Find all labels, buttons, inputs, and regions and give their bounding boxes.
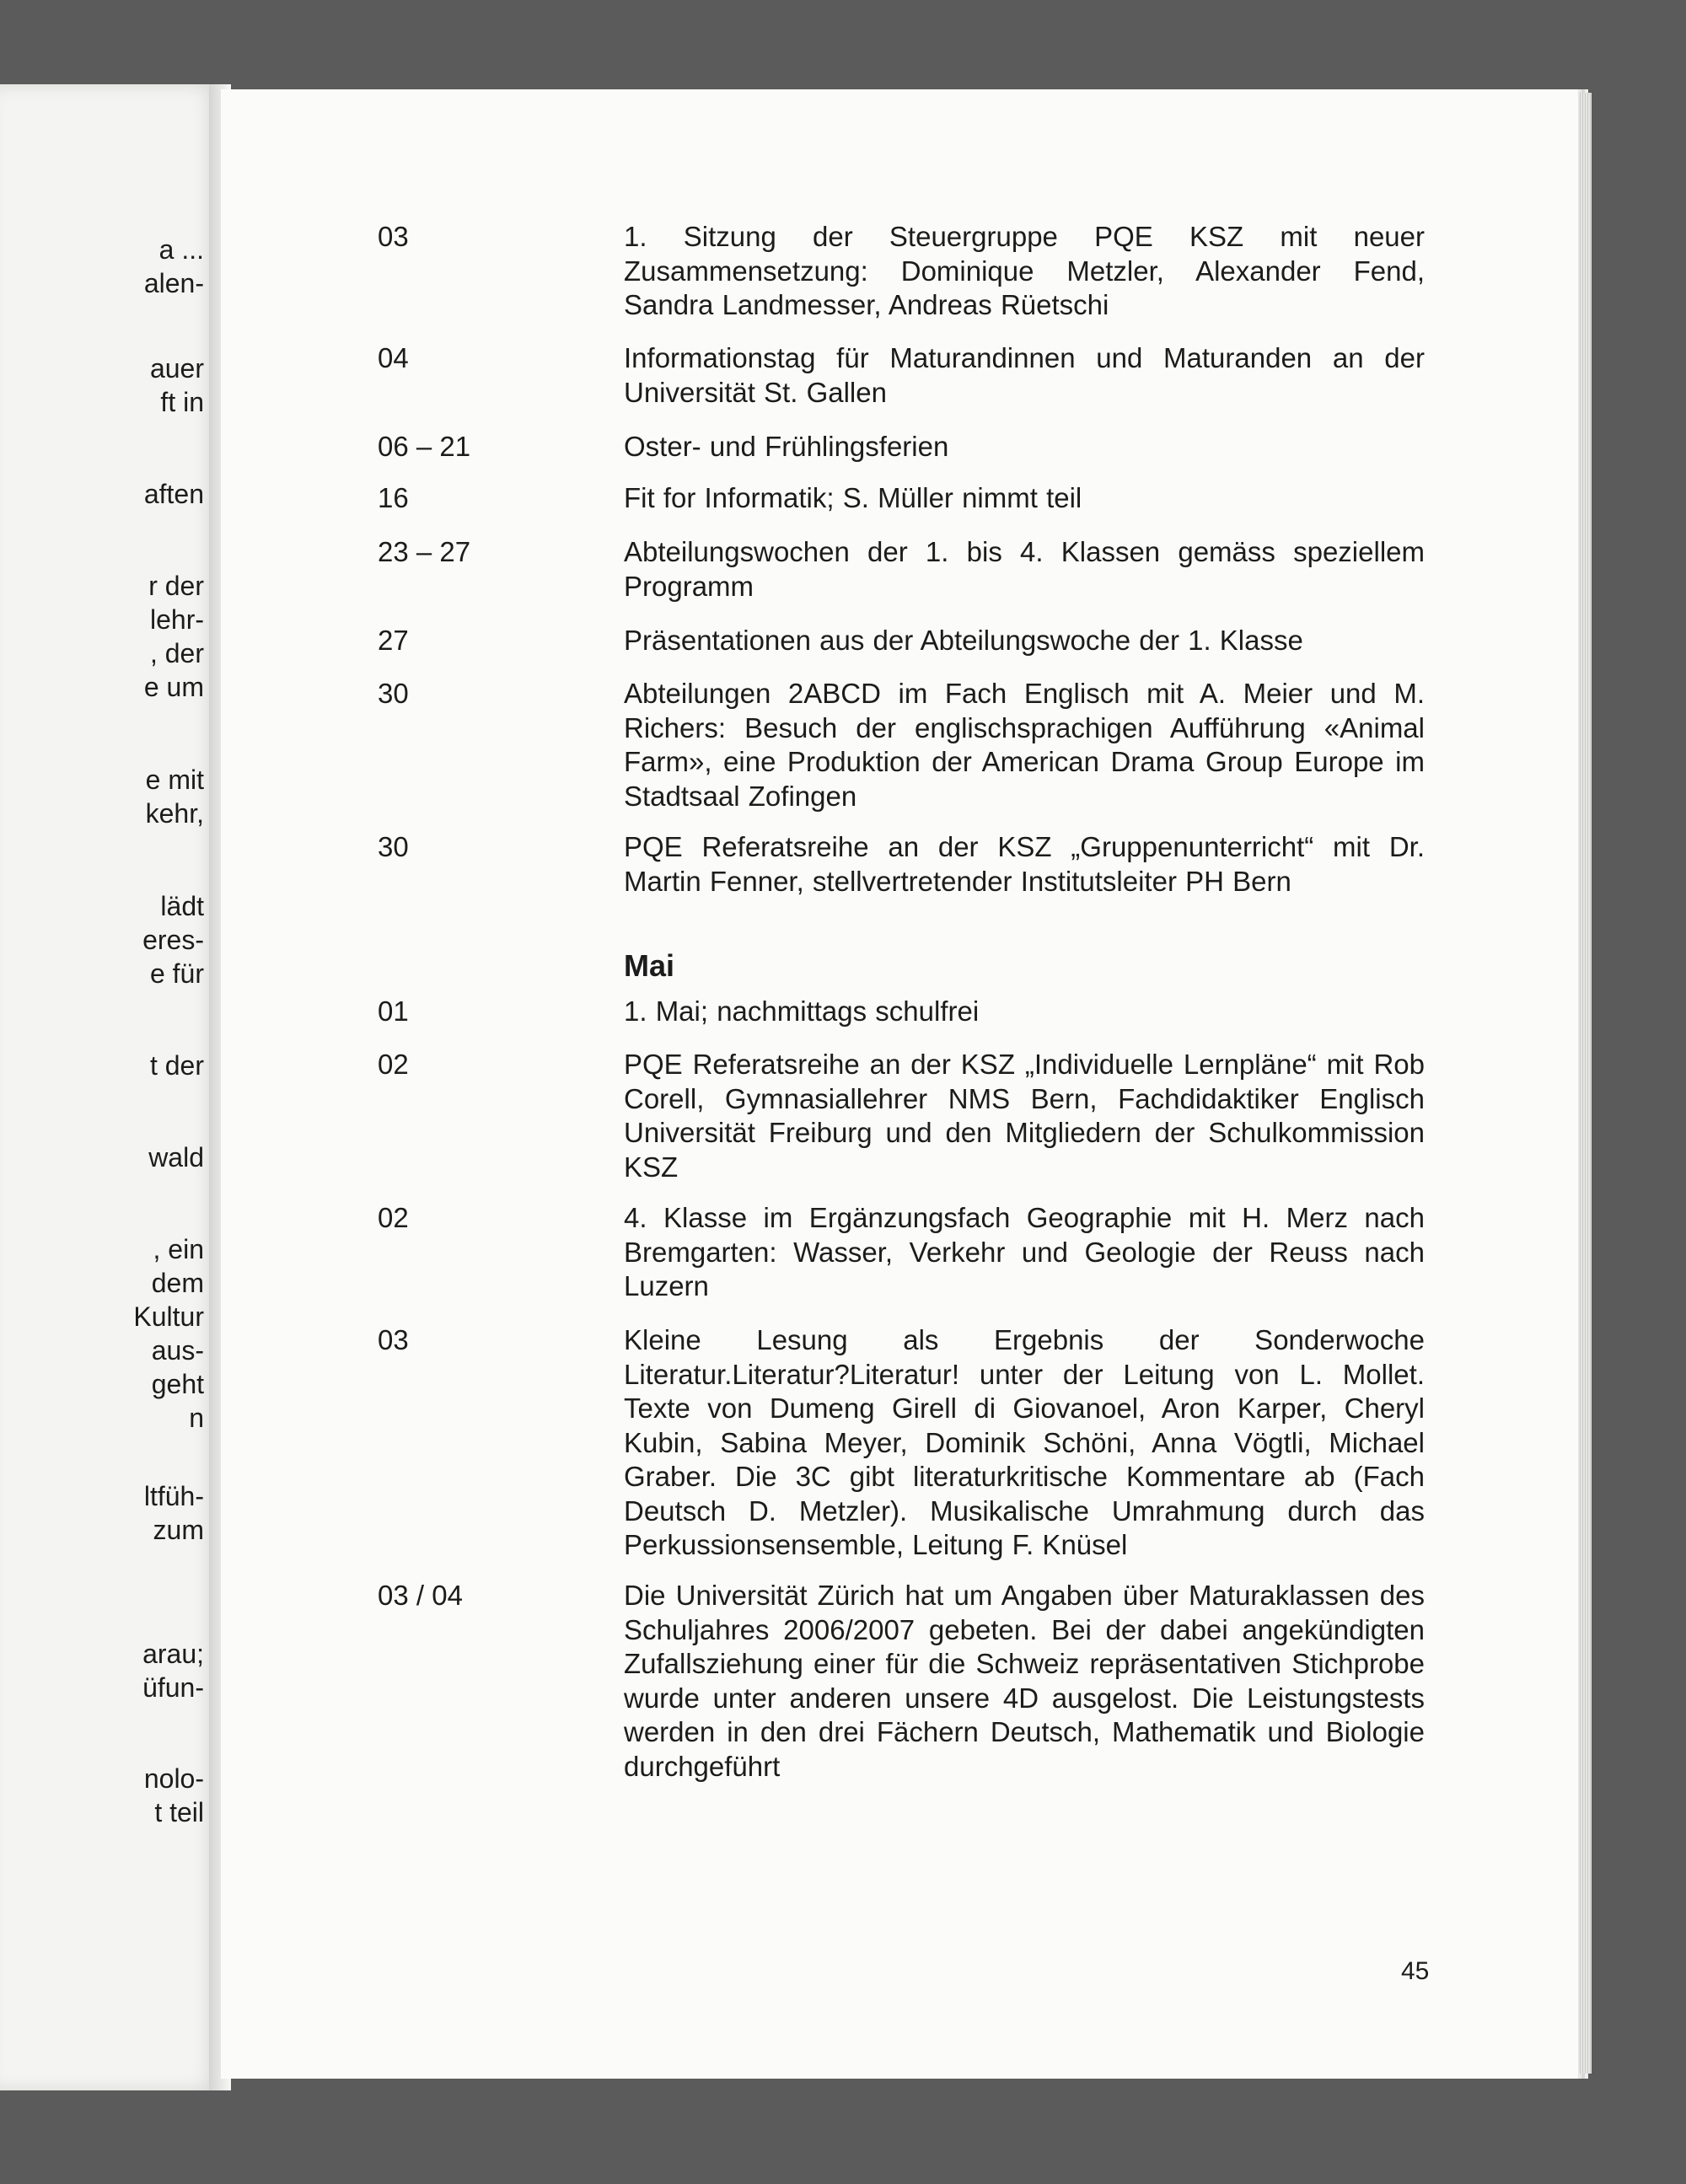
entry-date: 27 [378,625,409,656]
entry-date: 30 [378,678,409,709]
left-text-fragment: , der [149,638,204,668]
page-stack-edge [1578,93,1592,2074]
left-text-fragment: alen- [143,268,204,298]
page-number: 45 [1401,1957,1430,1985]
left-text-fragment: aus- [151,1335,204,1366]
left-text-fragment: dem [151,1268,204,1298]
left-text-fragment: eres- [142,925,204,955]
left-text-fragment: arau; [142,1639,204,1669]
calendar-entry [378,220,1425,323]
left-page [0,84,221,2090]
entry-date: 06 – 21 [378,431,471,462]
calendar-entry [378,535,1425,604]
left-text-fragment: ft in [160,387,204,417]
calendar-entry [378,1323,1425,1563]
left-text-fragment: geht [151,1369,204,1399]
left-text-fragment: n [189,1403,204,1433]
entry-text: Präsentationen aus der Abteilungswoche der 1. Klasse [624,625,1303,656]
entry-text: Die Universität Zürich hat um Angaben über Maturaklassen des Schuljahres 2006/2007 gebeten. Bei der dabei angekündigten Zufallsziehung einer für die Schweiz repräsentativen Stichprobe wurde unter anderen unsere 4D ausgelost. Die Leistungstests werden in den drei Fächern Deutsch, Mathematik und Biologie durchgeführt [624,1580,1425,1782]
entry-date: 03 [378,1324,409,1355]
entry-text: Abteilungswochen der 1. bis 4. Klassen gemäss speziellem Programm [624,536,1425,602]
entry-text: Abteilungen 2ABCD im Fach Englisch mit A. Meier und M. Richers: Besuch der englischsprachigen Aufführung «Animal Farm», eine Produktion der American Drama Group Europe im Stadtsaal Zofingen [624,678,1425,812]
month-heading: Mai [624,948,675,983]
left-text-fragment: wald [148,1142,204,1172]
entry-date: 16 [378,482,409,513]
entry-date: 03 / 04 [378,1580,463,1611]
left-text-fragment: a ... [158,234,204,265]
calendar-entry [378,830,1425,899]
left-text-fragment: kehr, [145,798,204,829]
left-text-fragment: üfun- [142,1672,204,1703]
calendar-entry [378,624,1425,658]
calendar-entry [378,1048,1425,1184]
calendar-entry [378,995,1425,1029]
entry-text: Oster- und Frühlingsferien [624,431,949,462]
left-text-fragment: e um [143,672,204,702]
left-text-fragment: e mit [145,765,204,795]
left-text-fragment: nolo- [143,1763,204,1794]
left-text-fragment: t der [149,1050,204,1081]
entry-date: 02 [378,1202,409,1233]
left-text-fragment: zum [153,1515,204,1545]
entry-date: 30 [378,831,409,862]
entry-text: 4. Klasse im Ergänzungsfach Geographie mit H. Merz nach Bremgarten: Wasser, Verkehr und Geologie der Reuss nach Luzern [624,1202,1425,1301]
calendar-entry [378,677,1425,813]
entry-text: 1. Sitzung der Steuergruppe PQE KSZ mit neuer Zusammensetzung: Dominique Metzler, Alexander Fend, Sandra Landmesser, Andreas Rüetschi [624,221,1425,320]
entry-date: 23 – 27 [378,536,471,567]
entry-text: Kleine Lesung als Ergebnis der Sonderwoche Literatur.Literatur?Literatur! unter der Leitung von L. Mollet. Texte von Dumeng Girell di Giovanoel, Aron Karper, Cheryl Kubin, Sabina Meyer, Dominik Schöni, Anna Vögtli, Michael Graber. Die 3C gibt literaturkritische Kommentare ab (Fach Deutsch D. Metzler). Musikalische Umrahmung durch das Perkussionsensemble, Leitung F. Knüsel [624,1324,1425,1560]
entry-text: Fit for Informatik; S. Müller nimmt teil [624,482,1082,513]
left-text-fragment: auer [149,353,204,384]
entry-date: 04 [378,342,409,373]
calendar-entry [378,481,1425,516]
entry-date: 02 [378,1049,409,1080]
calendar-entry [378,430,1425,464]
entry-text: Informationstag für Maturandinnen und Maturanden an der Universität St. Gallen [624,342,1425,408]
entry-text: PQE Referatsreihe an der KSZ „Individuelle Lernpläne“ mit Rob Corell, Gymnasiallehrer NMS Bern, Fachdidaktiker Englisch Universität Freiburg und den Mitgliedern der Schulkommission KSZ [624,1049,1425,1183]
calendar-entry [378,1579,1425,1784]
left-text-fragment: aften [143,479,204,509]
left-text-fragment: lehr- [149,604,204,635]
entry-date: 03 [378,221,409,252]
calendar-entry [378,341,1425,410]
left-text-fragment: Kultur [133,1301,204,1332]
entry-text: 1. Mai; nachmittags schulfrei [624,995,980,1027]
left-text-fragment: r der [148,571,204,601]
left-text-fragment: lädt [160,891,204,921]
entry-text: PQE Referatsreihe an der KSZ „Gruppenunterricht“ mit Dr. Martin Fenner, stellvertretender Institutsleiter PH Bern [624,831,1425,897]
calendar-entry [378,1201,1425,1304]
left-text-fragment: t teil [154,1797,204,1827]
left-text-fragment: , ein [153,1234,204,1264]
left-text-fragment: e für [149,958,204,989]
entry-date: 01 [378,995,409,1027]
left-text-fragment: ltfüh- [143,1481,204,1511]
